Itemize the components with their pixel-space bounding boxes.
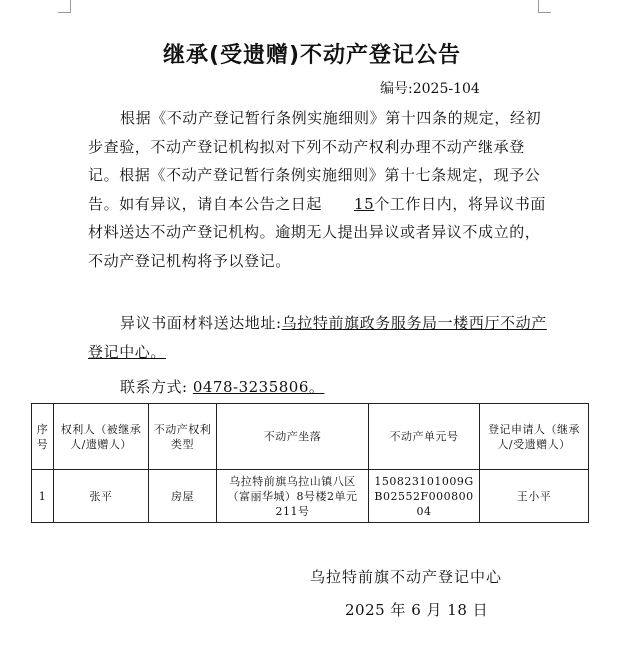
header-location: 不动产坐落 [217, 404, 369, 470]
address-paragraph [88, 309, 550, 366]
issuer-signature: 乌拉特前旗不动产登记中心 [310, 568, 503, 586]
contact-line [120, 376, 324, 397]
cell-right-type: 房屋 [149, 470, 217, 523]
header-seq: 序号 [32, 404, 54, 470]
crop-mark-top-left [58, 0, 71, 13]
cell-location: 乌拉特前旗乌拉山镇八区（富丽华城）8号楼2单元211号 [217, 470, 369, 523]
objection-days: 15 [354, 194, 375, 213]
table-row [32, 470, 589, 523]
header-unit-number: 不动产单元号 [369, 404, 480, 470]
cell-applicant: 王小平 [480, 470, 589, 523]
notice-body [88, 104, 550, 275]
cell-seq: 1 [32, 470, 54, 523]
header-right-holder: 权利人（被继承人/遗赠人） [54, 404, 149, 470]
issue-date: 2025 年 6 月 18 日 [345, 601, 489, 619]
body-text-part2: 个工作日内，将异议书面材料送达不动产登记机构。逾期无人提出异议或者异议不成立的，不动产登记机构将予以登记。 [88, 194, 546, 270]
address-label: 异议书面材料送达地址: [120, 314, 282, 332]
crop-mark-top-right [538, 0, 551, 13]
header-right-type: 不动产权利类型 [149, 404, 217, 470]
document-number-label: 编号: [380, 81, 413, 97]
body-paragraph [88, 104, 550, 275]
cell-right-holder: 张平 [54, 470, 149, 523]
document-number-value: 2025-104 [412, 81, 480, 97]
contact-label: 联系方式: [120, 378, 188, 396]
table-header-row [32, 404, 589, 470]
address-value: 乌拉特前旗政务服务局一楼西厅不动产登记中心。 [88, 314, 547, 361]
contact-phone: 0478-3235806。 [192, 378, 325, 396]
cell-unit-number: 150823101009GB02552F00080004 [369, 470, 480, 523]
header-applicant: 登记申请人（继承人/受遗赠人） [480, 404, 589, 470]
property-table [31, 403, 589, 523]
body-text-part1: 根据《不动产登记暂行条例实施细则》第十四条的规定，经初步查验，不动产登记机构拟对下列不动产权利办理不动产继承登记。根据《不动产登记暂行条例实施细则》第十七条规定，现予公告。如有异议，请自本公告之日起 [88, 109, 542, 213]
document-number [380, 78, 480, 98]
notice-title: 继承(受遗赠)不动产登记公告 [162, 43, 462, 68]
address-block [88, 309, 550, 366]
